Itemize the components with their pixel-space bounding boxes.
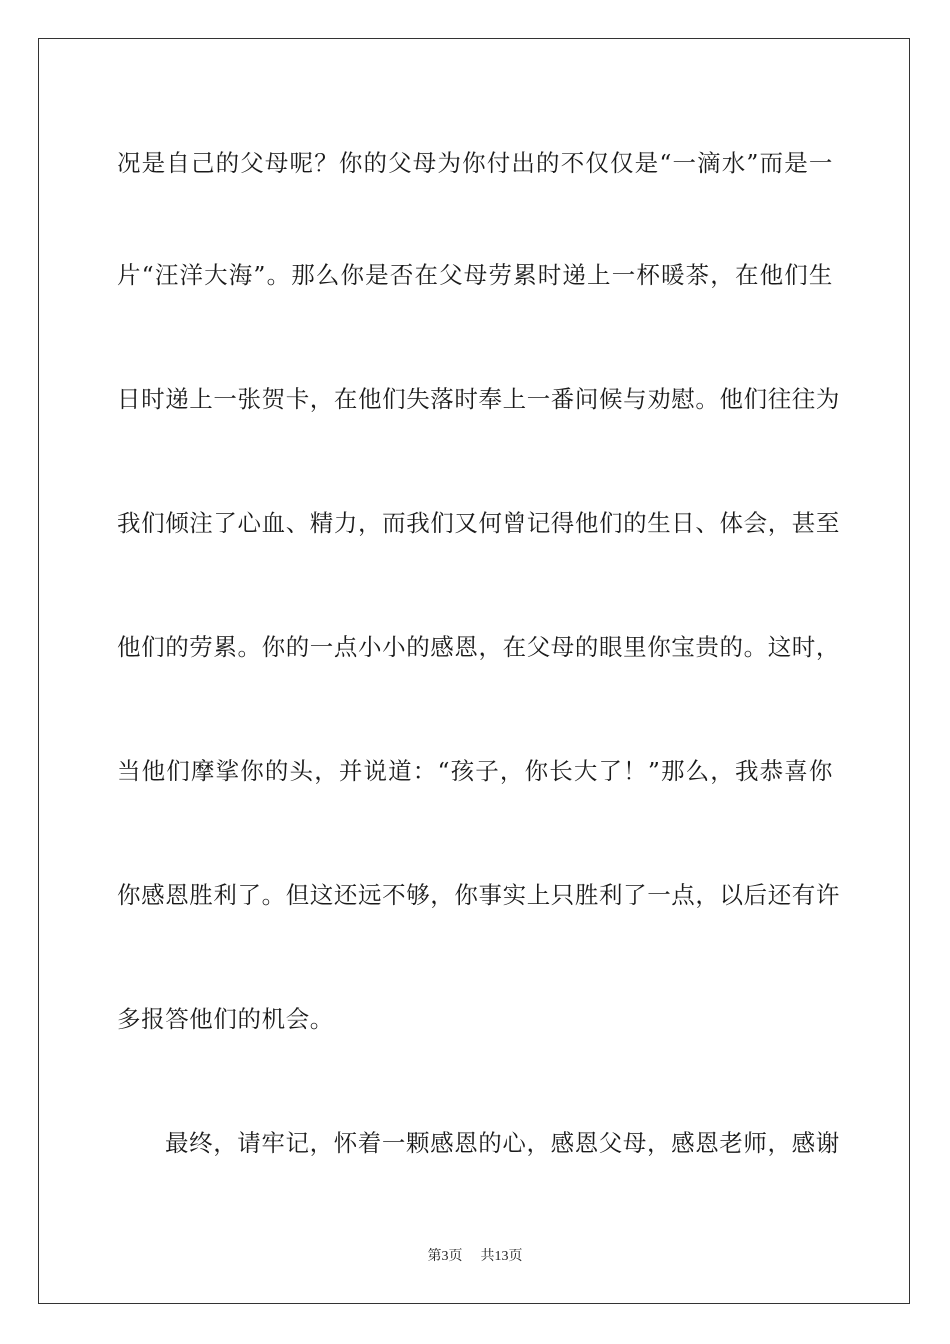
body-text-line: 他们的劳累。你的一点小小的感恩，在父母的眼里你宝贵的。这时， bbox=[117, 633, 840, 661]
body-text-line: 我们倾注了心血、精力，而我们又何曾记得他们的生日、体会，甚至 bbox=[117, 509, 840, 537]
body-text-line: 多报答他们的机会。 bbox=[117, 1005, 334, 1033]
body-text-line: 况是自己的父母呢？你的父母为你付出的不仅仅是“一滴水”而是一 bbox=[117, 149, 833, 177]
body-text-line: 你感恩胜利了。但这还远不够，你事实上只胜利了一点，以后还有许 bbox=[117, 881, 840, 909]
body-text-line: 片“汪洋大海”。那么你是否在父母劳累时递上一杯暖茶，在他们生 bbox=[117, 261, 833, 289]
body-text-line: 当他们摩挲你的头，并说道：“孩子，你长大了！”那么，我恭喜你 bbox=[117, 757, 833, 785]
page-footer bbox=[0, 1247, 950, 1267]
page-total: 共13页 bbox=[480, 1249, 523, 1264]
body-text-line: 日时递上一张贺卡，在他们失落时奉上一番问候与劝慰。他们往往为 bbox=[117, 385, 840, 413]
paragraph-first-line: 最终，请牢记，怀着一颗感恩的心，感恩父母，感恩老师，感谢 bbox=[165, 1129, 840, 1157]
page-number: 第3页 bbox=[427, 1249, 463, 1264]
page-border bbox=[38, 38, 910, 1304]
